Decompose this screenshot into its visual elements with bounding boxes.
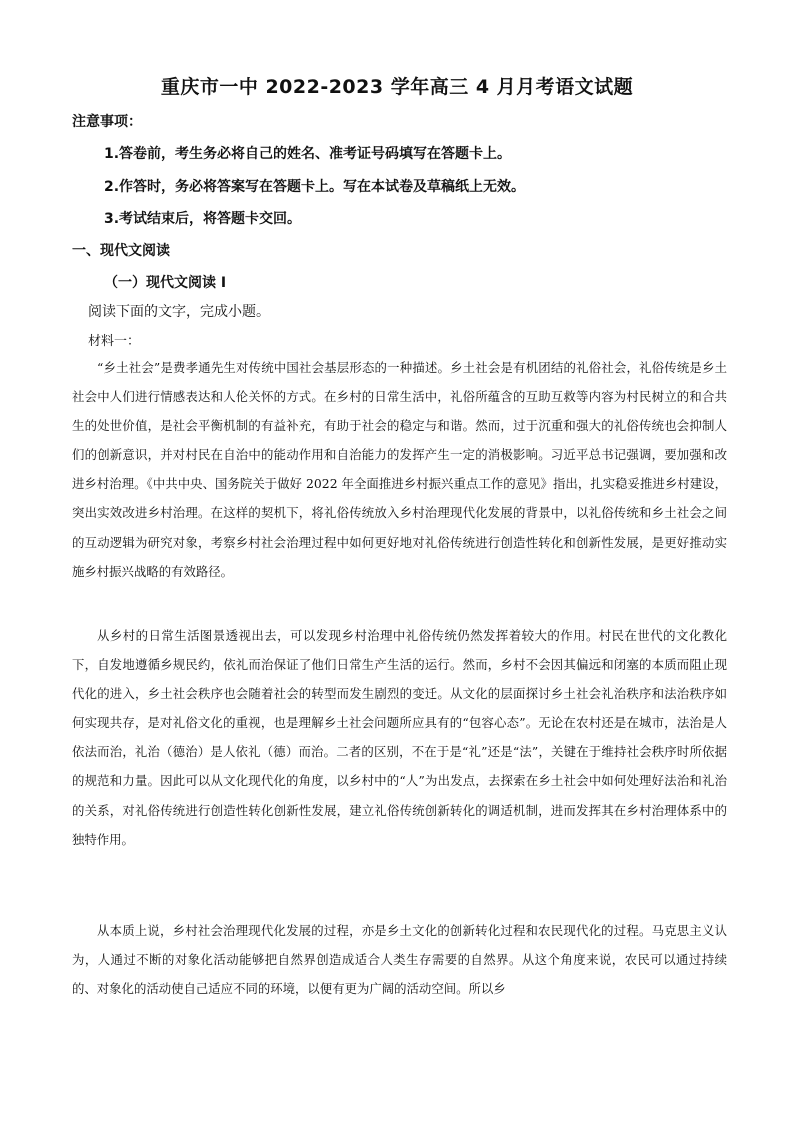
passage-paragraph: “乡土社会”是费孝通先生对传统中国社会基层形态的一种描述。乡土社会是有机团结的礼俗社会，礼俗传统是乡土社会中人们进行情感表达和人伦关怀的方式。在乡村的日常生活中，礼俗所蕴含的互助互救等内容为村民树立的和合共生的处世价值，是社会平衡机制的有益补充，有助于社会的稳定与和谐。然而，过于沉重和强大的礼俗传统也会抑制人们的创新意识，并对村民在自治中的能动作用和自治能力的发挥产生一定的消极影响。习近平总书记强调，要加强和改进乡村治理。《中共中央、国务院关于做好 2022 年全面推进乡村振兴重点工作的意见》指出，扎实稳妥推进乡村建设，突出实效改进乡村治理。在这样的契机下，将礼俗传统放入乡村治理现代化发展的背景中，以礼俗传统和乡土社会之间的互动逻辑为研究对象，考察乡村社会治理过程中如何更好地对礼俗传统进行创造性转化和创新性发展，是更好推动实施乡村振兴战略的有效路径。 bbox=[72, 360, 727, 579]
notice-heading: 注意事项： bbox=[72, 114, 142, 130]
notice-item: 3.考试结束后，将答题卡交回。 bbox=[104, 211, 302, 227]
page-title: 重庆市一中 2022-2023 学年高三 4 月月考语文试题 bbox=[160, 76, 634, 98]
subsection-heading: （一）现代文阅读 I bbox=[104, 275, 227, 291]
notice-item: 2.作答时，务必将答案写在答题卡上。写在本试卷及草稿纸上无效。 bbox=[104, 179, 526, 195]
passage-paragraph: 从乡村的日常生活图景透视出去，可以发现乡村治理中礼俗传统仍然发挥着较大的作用。村民在世代的文化教化下，自发地遵循乡规民约，依礼而治保证了他们日常生产生活的运行。然而，乡村不会因其偏远和闭塞的本质而阻止现代化的进入，乡土社会秩序也会随着社会的转型而发生剧烈的变迁。从文化的层面探讨乡土社会礼治秩序和法治秩序如何实现共存，是对礼俗文化的重视，也是理解乡土社会问题所应具有的“包容心态”。无论在农村还是在城市，法治是人依法而治，礼治（德治）是人依礼（德）而治。二者的区别，不在于是“礼”还是“法”，关键在于维持社会秩序时所依据的规范和力量。因此可以从文化现代化的角度，以乡村中的“人”为出发点，去探索在乡土社会中如何处理好法治和礼治的关系，对礼俗传统进行创造性转化创新性发展，建立礼俗传统创新转化的调适机制，进而发挥其在乡村治理体系中的独特作用。 bbox=[72, 628, 727, 847]
passage-paragraph: 从本质上说，乡村社会治理现代化发展的过程，亦是乡土文化的创新转化过程和农民现代化的过程。马克思主义认为，人通过不断的对象化活动能够把自然界创造成适合人类生存需要的自然界。从这个角度来说，农民可以通过持续的、对象化的活动使自己适应不同的环境，以便有更为广阔的活动空间。所以乡 bbox=[72, 923, 727, 997]
material-label: 材料一： bbox=[88, 334, 141, 349]
section-heading: 一、现代文阅读 bbox=[72, 243, 170, 259]
notice-item: 1.答卷前，考生务必将自己的姓名、准考证号码填写在答题卡上。 bbox=[104, 146, 512, 162]
instruction-text: 阅读下面的文字，完成小题。 bbox=[88, 304, 270, 320]
